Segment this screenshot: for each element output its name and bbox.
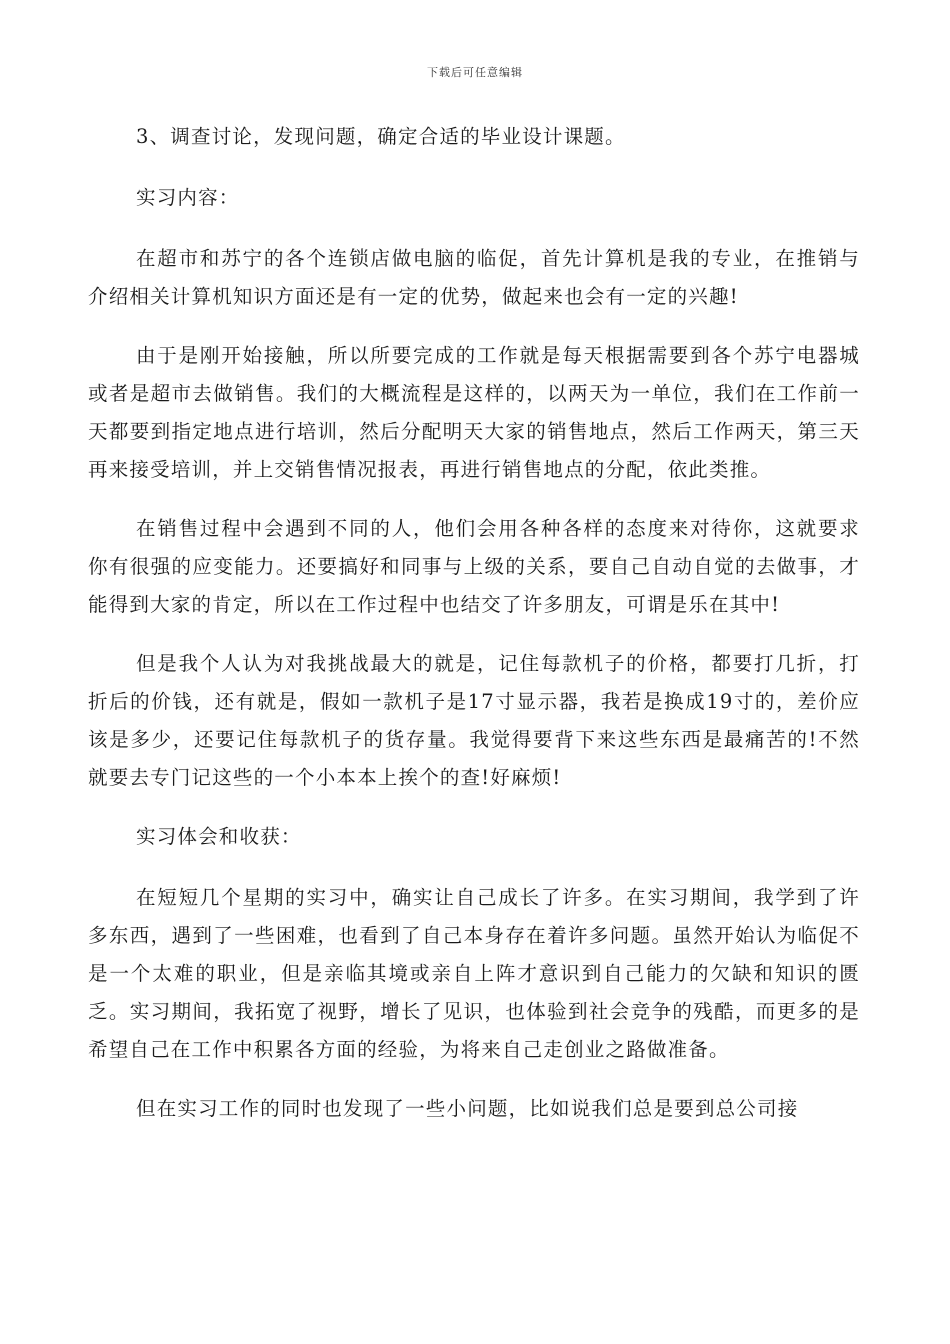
heading-internship-content: 实习内容： [136,186,240,209]
paragraph-problems: 但在实习工作的同时也发现了一些小问题，比如说我们总是要到总公司接 [136,1097,799,1120]
page-header: 下载后可任意编辑 [427,66,523,79]
document-body [88,118,860,1128]
paragraph-challenges: 但是我个人认为对我挑战最大的就是，记住每款机子的价格，都要打几折，打折后的价钱，还有就是，假如一款机子是17寸显示器，我若是换成19寸的，差价应该是多少，还要记住每款机子的货存量。我觉得要背下来这些东西是最痛苦的!不然就要去专门记这些的一个小本本上挨个的查!好麻烦! [88,652,860,789]
paragraph-growth: 在短短几个星期的实习中，确实让自己成长了许多。在实习期间，我学到了许多东西，遇到了一些困难，也看到了自己本身存在着许多问题。虽然开始认为临促不是一个太难的职业，但是亲临其境或亲自上阵才意识到自己能力的欠缺和知识的匮乏。实习期间，我拓宽了视野，增长了见识，也体验到社会竞争的残酷，而更多的是希望自己在工作中积累各方面的经验，为将来自己走创业之路做准备。 [88,886,860,1061]
paragraph-promotion-work: 在超市和苏宁的各个连锁店做电脑的临促，首先计算机是我的专业，在推销与介绍相关计算机知识方面还是有一定的优势，做起来也会有一定的兴趣! [88,247,860,308]
heading-experience-gains: 实习体会和收获： [136,825,302,848]
paragraph-sales-experience: 在销售过程中会遇到不同的人，他们会用各种各样的态度来对待你，这就要求你有很强的应变能力。还要搞好和同事与上级的关系，要自己自动自觉的去做事，才能得到大家的肯定，所以在工作过程中也结交了许多朋友，可谓是乐在其中! [88,517,860,616]
paragraph-task-3: 3、调查讨论，发现问题，确定合适的毕业设计课题。 [136,125,626,148]
paragraph-work-process: 由于是刚开始接触，所以所要完成的工作就是每天根据需要到各个苏宁电器城或者是超市去做销售。我们的大概流程是这样的，以两天为一单位，我们在工作前一天都要到指定地点进行培训，然后分配明天大家的销售地点，然后工作两天，第三天再来接受培训，并上交销售情况报表，再进行销售地点的分配，依此类推。 [88,344,860,481]
